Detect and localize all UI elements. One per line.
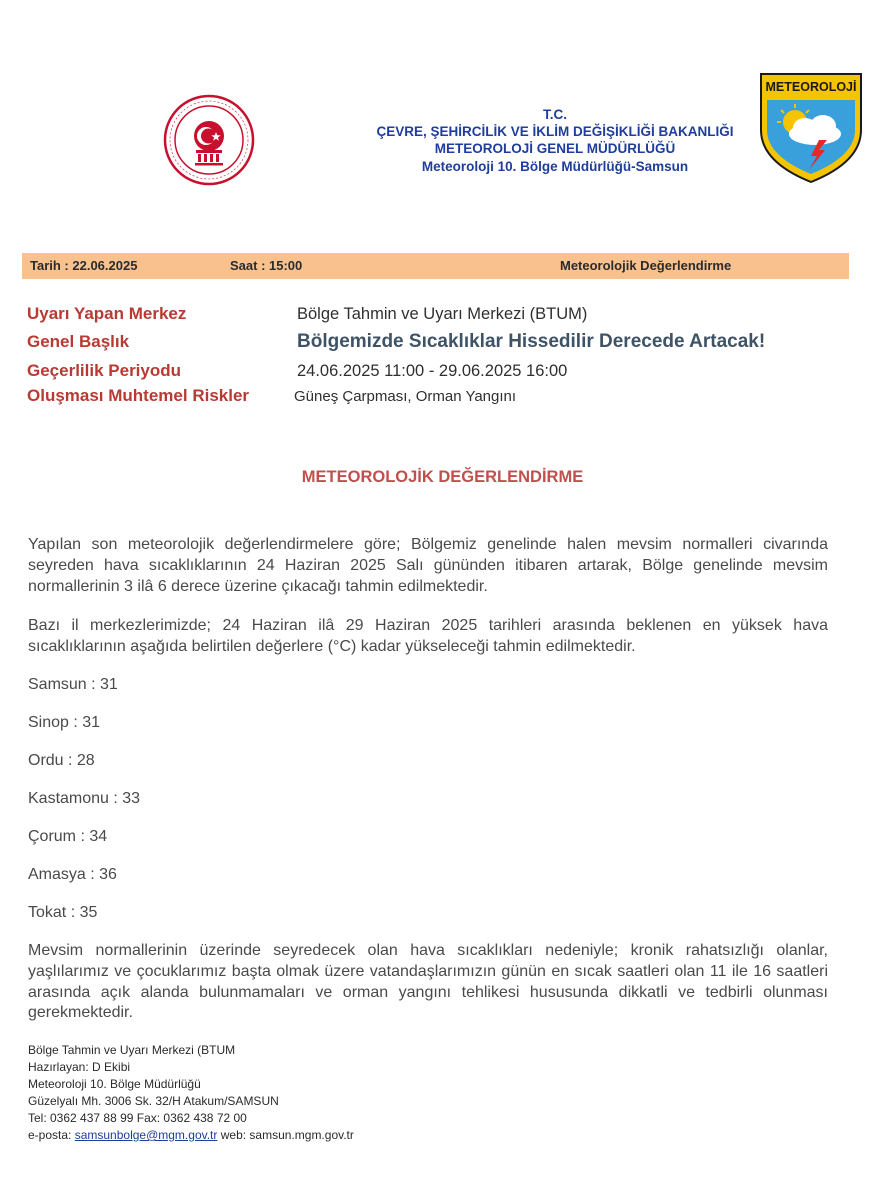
ministry-seal: [162, 92, 256, 188]
date-bar: [22, 253, 849, 279]
header-tc: T.C.: [542, 107, 567, 122]
info-value-risks: Güneş Çarpması, Orman Yangını: [294, 388, 517, 405]
email-label: e-posta:: [28, 1128, 72, 1142]
city-temp: Kastamonu : 33: [28, 790, 141, 807]
paragraph-warning: Mevsim normallerinin üzerinde seyredecek olan hava sıcaklıkları nedeniyle; kronik rahatsızlığı olanlar, yaşlılarımız ve çocuklarımız başta olmak üzere vatandaşlarımızın günün en sıcak saatleri olan 11 ile 16 saatleri arasında açık alanda bulunmamaları ve orman yangını tehlikesi hususunda dikkatli ve tedbirli olunması gerekmektedir.: [28, 942, 828, 1022]
info-value-center: Bölge Tahmin ve Uyarı Merkezi (BTUM): [297, 305, 588, 323]
info-label-title: Genel Başlık: [27, 332, 130, 351]
time-text: Saat : 15:00: [230, 258, 303, 273]
city-temp: Çorum : 34: [28, 828, 108, 845]
city-temp: Amasya : 36: [28, 866, 117, 883]
date-text: Tarih : 22.06.2025: [30, 258, 138, 273]
header-ministry: ÇEVRE, ŞEHİRCİLİK VE İKLİM DEĞİŞİKLİĞİ BAKANLIĞI: [376, 124, 734, 139]
footer-center: Bölge Tahmin ve Uyarı Merkezi (BTUM: [28, 1043, 236, 1057]
footer-contact: [28, 1127, 354, 1144]
web-text: web: samsun.mgm.gov.tr: [220, 1128, 354, 1142]
paragraph-intro: Yapılan son meteorolojik değerlendirmelere göre; Bölgemiz genelinde halen mevsim normalleri civarında seyreden hava sıcaklıklarının 24 Haziran 2025 Salı gününden itibaren artarak, Bölge genelinde mevsim normallerinin 3 ilâ 6 derece üzerine çıkacağı tahmin edilmektedir.: [28, 536, 828, 595]
logo-text: METEOROLOJİ: [765, 80, 857, 94]
header-directorate: METEOROLOJİ GENEL MÜDÜRLÜĞÜ: [434, 141, 676, 156]
email-link[interactable]: samsunbolge@mgm.gov.tr: [74, 1128, 218, 1142]
city-temp: Sinop : 31: [28, 714, 101, 731]
info-value-period: 24.06.2025 11:00 - 29.06.2025 16:00: [297, 362, 568, 380]
paragraph-cities-intro: Bazı il merkezlerimizde; 24 Haziran ilâ 29 Haziran 2025 tarihleri arasında beklenen en yüksek hava sıcaklıklarının aşağıda belirtilen değerlere (°C) kadar yükseleceği tahmin edilmektedir.: [28, 617, 828, 655]
footer-office: Meteoroloji 10. Bölge Müdürlüğü: [28, 1077, 201, 1091]
info-label-center: Uyarı Yapan Merkez: [27, 304, 187, 323]
info-label-risks: Oluşması Muhtemel Riskler: [27, 386, 250, 405]
info-value-title: Bölgemizde Sıcaklıklar Hissedilir Derecede Artacak!: [297, 331, 766, 352]
footer-phone: Tel: 0362 437 88 99 Fax: 0362 438 72 00: [28, 1111, 247, 1125]
meteoroloji-logo: [757, 70, 865, 184]
header-region: Meteoroloji 10. Bölge Müdürlüğü-Samsun: [421, 159, 689, 174]
footer-team: Hazırlayan: D Ekibi: [28, 1060, 131, 1074]
city-temp: Samsun : 31: [28, 676, 118, 693]
report-type: Meteorolojik Değerlendirme: [560, 258, 732, 273]
info-label-period: Geçerlilik Periyodu: [27, 361, 182, 380]
footer-address: Güzelyalı Mh. 3006 Sk. 32/H Atakum/SAMSUN: [28, 1094, 279, 1108]
city-temp: Tokat : 35: [28, 904, 98, 921]
city-temp: Ordu : 28: [28, 752, 95, 769]
section-title: METEOROLOJİK DEĞERLENDİRME: [301, 468, 584, 486]
